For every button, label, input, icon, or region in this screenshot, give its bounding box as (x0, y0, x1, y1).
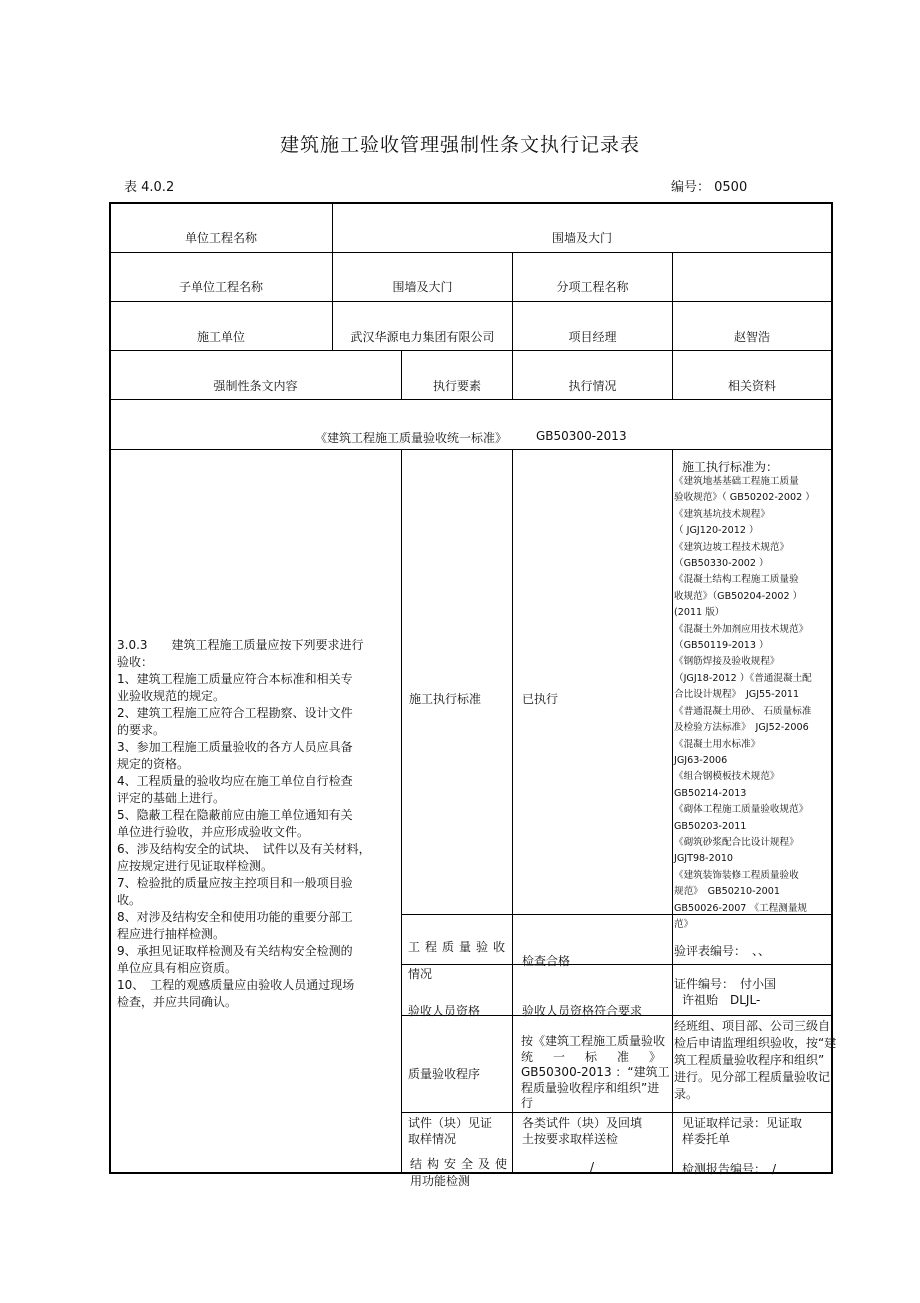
clause-line: 9、承担见证取样检测及有关结构安全检测的 (117, 944, 353, 958)
table-number: 表 4.0.2 (124, 180, 175, 195)
column-divider (401, 449, 402, 1173)
docs-line: 《建筑边坡工程技术规范》 (674, 541, 790, 553)
row-divider (109, 301, 832, 302)
docs-line: 《混凝土用水标准》 (674, 738, 761, 750)
docs-line: 《混凝土外加剂应用技术规范》 (674, 623, 809, 635)
status-procedure-line: 按《建筑工程施工质量验收 (521, 1034, 666, 1048)
docs-line: 范》 (674, 918, 694, 930)
status-safety: / (590, 1160, 595, 1174)
clause-line: 规定的资格。 (117, 757, 190, 771)
docs-line: （GB50119-2013 ） (674, 640, 769, 652)
docs-line: 规范》 GB50210-2001 (674, 886, 780, 898)
docs-line: 《建筑装饰装修工程质量验收 (674, 869, 799, 881)
docs-line: GB50214-2013 (674, 787, 747, 799)
clause-line: 评定的基础上进行。 (117, 791, 226, 805)
unit-project-value: 围墙及大门 (551, 231, 612, 245)
docs-line: 《建筑地基基础工程施工质量 (674, 476, 799, 487)
docs-line: 及检验方法标准》 JGJ52-2006 (674, 722, 809, 734)
contractor-label: 施工单位 (196, 330, 245, 344)
status-sampling-a: 各类试件（块）及回填 (522, 1116, 643, 1130)
docs-standard-list (674, 474, 815, 933)
status-procedure-line: GB50300-2013 ：“建筑工 (521, 1065, 670, 1079)
status-personnel: 验收人员资格符合要求 (522, 1004, 643, 1018)
status-quality: 检查合格 (522, 954, 571, 968)
docs-line: （ JGJ120-2012 ） (674, 525, 759, 537)
docs-line: 验收规范》（ GB50202-2002 ） (674, 492, 815, 504)
req-sampling-a: 试件（块）见证 (408, 1116, 493, 1130)
clause-line: 验收： (117, 655, 154, 669)
req-procedure: 质量验收程序 (408, 1067, 481, 1081)
clause-line: 1、建筑工程施工质量应符合本标准和相关专 (117, 672, 353, 686)
docs-line: （JGJ18-2012 ）《普通混凝土配 (674, 672, 812, 684)
docs-safety: 检测报告编号： / (682, 1162, 777, 1176)
sub-item-label: 分项工程名称 (556, 280, 629, 294)
clause-line: 单位应具有相应资质。 (117, 961, 238, 975)
docs-personnel-b: 许祖贻 DLJL- (682, 993, 761, 1007)
status-procedure-line: 统 一 标 准 》 (521, 1049, 666, 1064)
docs-line: GB50026-2007 《工程测量规 (674, 902, 808, 914)
docs-procedure-line: 筑工程质量验收程序和组织” (674, 1053, 825, 1067)
docs-line: 《砌体工程施工质量验收规范》 (674, 804, 809, 816)
clause-line: 5、隐蔽工程在隐蔽前应由施工单位通知有关 (117, 808, 353, 822)
req-personnel: 验收人员资格 (408, 1004, 481, 1018)
clause-line: 3.0.3 建筑工程施工质量应按下列要求进行 (117, 638, 364, 652)
req-safety-b: 用功能检测 (410, 1174, 471, 1188)
docs-line: 收规范》（GB50204-2002 ） (674, 590, 803, 602)
docs-line: 《砌筑砂浆配合比设计规程》 (674, 836, 799, 848)
docs-line: 《钢筋焊接及验收规程》 (674, 656, 780, 668)
status-procedure-line: 程质量验收程序和组织”进 (521, 1080, 660, 1095)
row-divider (109, 449, 832, 450)
docs-line: (2011 版） (674, 607, 725, 619)
req-quality-a: 工程质量验收 (408, 940, 511, 954)
clause-line: 7、检验批的质量应按主控项目和一般项目验 (117, 876, 353, 890)
clause-line: 2、建筑工程施工应符合工程勘察、设计文件 (117, 706, 353, 720)
clause-line: 检查，并应共同确认。 (117, 995, 238, 1009)
docs-line: JGJT98-2010 (674, 853, 734, 865)
docs-personnel-a: 证件编号： 付小国 (674, 977, 777, 991)
col-header-content: 强制性条文内容 (213, 379, 298, 393)
project-manager-value: 赵智浩 (733, 330, 770, 344)
docs-procedure (674, 1018, 836, 1103)
standard-code: GB50300-2013 (536, 429, 627, 443)
col-header-status: 执行情况 (568, 379, 617, 393)
docs-line: 《混凝土结构工程施工质量验 (674, 574, 799, 586)
table-border-left (109, 202, 111, 1174)
docs-line: 《组合钢模板技术规范》 (674, 771, 780, 783)
docs-line: 《普通混凝土用砂、 石质量标准 (674, 705, 812, 717)
unit-project-label: 单位工程名称 (184, 231, 257, 245)
row-divider (109, 350, 832, 351)
col-header-docs: 相关资料 (727, 379, 776, 393)
clause-line: 3、参加工程施工质量验收的各方人员应具备 (117, 740, 353, 754)
standard-name: 《建筑工程施工质量验收统一标准》 (315, 431, 508, 445)
clause-line: 4、工程质量的验收均应在施工单位自行检查 (117, 774, 353, 788)
req-quality-b: 情况 (408, 967, 433, 981)
row-divider (401, 1112, 832, 1113)
docs-procedure-line: 进行。见分部工程质量验收记 (674, 1070, 831, 1084)
status-standard: 已执行 (522, 692, 559, 706)
docs-line: 《建筑基坑技术规程》 (674, 508, 770, 520)
column-divider (672, 449, 673, 1173)
row-divider (401, 964, 832, 965)
docs-line: JGJ63-2006 (674, 754, 728, 766)
clause-line: 的要求。 (117, 723, 166, 737)
status-sampling-b: 土按要求取样送检 (522, 1132, 619, 1146)
docs-standard-head: 施工执行标准为： (682, 460, 779, 474)
docs-sampling-b: 样委托单 (682, 1132, 731, 1146)
docs-quality: 验评表编号： 、、 (674, 944, 771, 958)
docs-procedure-line: 检后申请监理组织验收，按“建 (674, 1036, 837, 1050)
clause-line: 单位进行验收，并应形成验收文件。 (117, 825, 310, 839)
contractor-value: 武汉华源电力集团有限公司 (350, 330, 495, 344)
clause-line: 应按规定进行见证取样检测。 (117, 859, 274, 873)
clause-line: 10、 工程的观感质量应由验收人员通过现场 (117, 978, 355, 992)
docs-line: GB50203-2011 (674, 820, 747, 832)
clause-line: 8、对涉及结构安全和使用功能的重要分部工 (117, 910, 353, 924)
clause-line: 业验收规范的规定。 (117, 689, 226, 703)
serial-number: 编号： 0500 (671, 180, 748, 195)
sub-unit-label: 子单位工程名称 (178, 280, 263, 294)
project-manager-label: 项目经理 (568, 330, 617, 344)
docs-procedure-line: 录。 (674, 1087, 699, 1101)
col-header-requirement: 执行要素 (432, 379, 481, 393)
clause-line: 6、涉及结构安全的试块、 试件以及有关材料， (117, 842, 371, 856)
req-safety-a: 结构安全及使 (410, 1157, 513, 1171)
docs-sampling-a: 见证取样记录：见证取 (682, 1116, 803, 1130)
table-border-top (109, 202, 832, 204)
page-title: 建筑施工验收管理强制性条文执行记录表 (279, 134, 640, 156)
clause-line: 收。 (117, 893, 142, 907)
status-procedure (521, 1034, 670, 1112)
sub-unit-value: 围墙及大门 (392, 280, 453, 294)
status-procedure-line: 行 (521, 1096, 534, 1110)
req-sampling-b: 取样情况 (408, 1132, 457, 1146)
column-divider (512, 449, 513, 1173)
docs-line: 合比设计规程》 JGJ55-2011 (674, 689, 800, 701)
clause-line: 程应进行抽样检测。 (117, 927, 226, 941)
row-divider (109, 252, 832, 253)
docs-procedure-line: 经班组、项目部、公司三级自 (674, 1019, 831, 1033)
req-standard: 施工执行标准 (409, 692, 482, 706)
clause-text (117, 637, 371, 1011)
row-divider (109, 399, 832, 400)
docs-line: （GB50330-2002 ） (674, 558, 769, 570)
